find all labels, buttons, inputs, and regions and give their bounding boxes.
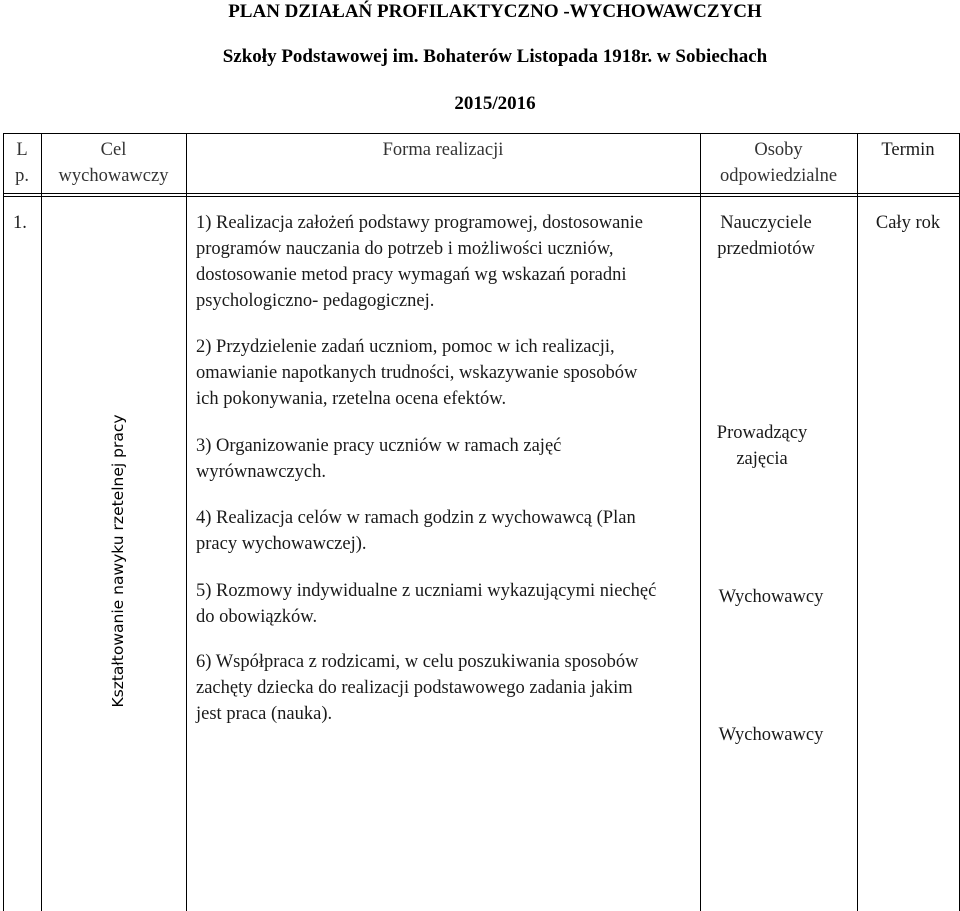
- responsible-2: [700, 420, 824, 472]
- header-goal-line-2: wychowawczy: [58, 166, 169, 186]
- header-row-bottom-border: [3, 193, 960, 194]
- responsible-1: [700, 210, 832, 262]
- action-6: [196, 649, 700, 727]
- action-1-line-2: programów nauczania do potrzeb i możliwości uczniów,: [196, 239, 614, 259]
- header-lp: [3, 137, 41, 189]
- header-form: [186, 137, 700, 163]
- action-3: [196, 433, 700, 485]
- header-term: [857, 137, 959, 163]
- action-5-line-2: do obowiązków.: [196, 607, 318, 627]
- responsible-2-line-2: zajęcia: [736, 449, 788, 469]
- action-3-line-2: wyrównawczych.: [196, 462, 326, 482]
- responsible-4: [700, 722, 842, 748]
- action-5: [196, 578, 700, 630]
- column-divider-responsible: [857, 133, 858, 911]
- action-6-line-1: 6) Współpraca z rodzicami, w celu poszukiwania sposobów: [196, 652, 639, 672]
- action-4: [196, 505, 700, 557]
- column-divider-goal: [186, 133, 187, 911]
- responsible-4-line-1: Wychowawcy: [718, 725, 824, 745]
- action-6-line-2: zachęty dziecka do realizacji podstawowego zadania jakim: [196, 678, 633, 698]
- table-top-border: [3, 133, 960, 134]
- responsible-3-line-1: Wychowawcy: [718, 587, 824, 607]
- action-1-line-1: 1) Realizacja założeń podstawy programowej, dostosowanie: [196, 213, 643, 233]
- header-responsible: [700, 137, 857, 189]
- action-2-line-2: omawianie napotkanych trudności, wskazywanie sposobów: [196, 363, 638, 383]
- column-divider-lp: [41, 133, 42, 911]
- header-lp-line-1: L: [16, 140, 28, 160]
- action-2: [196, 334, 700, 412]
- document-title: PLAN DZIAŁAŃ PROFILAKTYCZNO -WYCHOWAWCZYCH: [228, 1, 762, 22]
- responsible-1-line-2: przedmiotów: [717, 239, 815, 259]
- header-responsible-line-2: odpowiedzialne: [719, 166, 838, 186]
- responsible-2-line-1: Prowadzący: [716, 423, 808, 443]
- header-goal: [41, 137, 186, 189]
- row-number: 1.: [13, 213, 27, 233]
- header-responsible-line-1: Osoby: [754, 140, 803, 160]
- action-2-line-3: ich pokonywania, rzetelna ocena efektów.: [196, 389, 507, 409]
- responsible-3: [700, 584, 842, 610]
- school-year: 2015/2016: [454, 93, 536, 114]
- responsible-1-line-1: Nauczyciele: [720, 213, 812, 233]
- action-1: [196, 210, 700, 314]
- header-row-bottom-border-double: [3, 196, 960, 197]
- term-value: Cały rok: [875, 213, 941, 233]
- header-form-label: Forma realizacji: [382, 140, 504, 160]
- header-goal-line-1: Cel: [100, 140, 127, 160]
- table-left-border: [3, 133, 4, 911]
- action-1-line-3: dostosowanie metod pracy wymagań wg wskazań poradni: [196, 265, 627, 285]
- action-6-line-3: jest praca (nauka).: [196, 704, 333, 724]
- action-4-line-2: pracy wychowawczej).: [196, 534, 367, 554]
- action-5-line-1: 5) Rozmowy indywidualne z uczniami wykazującymi niechęć: [196, 581, 657, 601]
- header-lp-line-2: p.: [15, 166, 29, 186]
- school-name: Szkoły Podstawowej im. Bohaterów Listopada 1918r. w Sobiechach: [222, 46, 768, 67]
- action-1-line-4: psychologiczno- pedagogicznej.: [196, 291, 435, 311]
- action-2-line-1: 2) Przydzielenie zadań uczniom, pomoc w ich realizacji,: [196, 337, 615, 357]
- goal-vertical-text: Kształtowanie nawyku rzetelnej pracy: [109, 414, 127, 708]
- action-4-line-1: 4) Realizacja celów w ramach godzin z wychowawcą (Plan: [196, 508, 636, 528]
- action-3-line-1: 3) Organizowanie pracy uczniów w ramach zajęć: [196, 436, 562, 456]
- header-term-label: Termin: [881, 140, 935, 160]
